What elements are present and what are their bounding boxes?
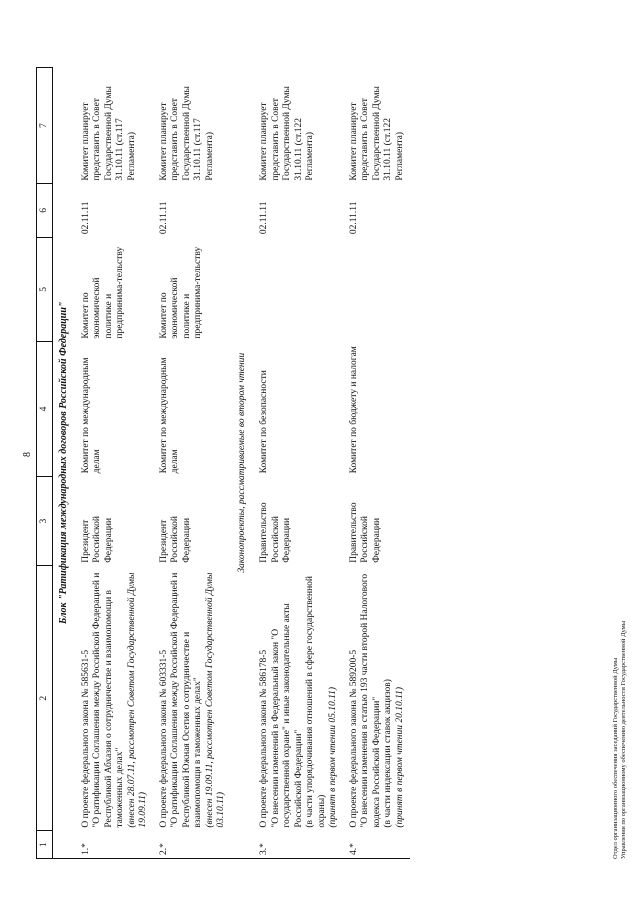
bill-title: О проекте федерального закона № 586178-5 <box>259 649 269 828</box>
bill-description <box>254 566 344 831</box>
table-row <box>254 68 344 859</box>
table-row <box>344 68 411 859</box>
bill-author: Президент Российской Федерации <box>158 515 192 563</box>
comment: Комитет планирует представить в Совет Государственной Думы 31.10.11 (ст.117 Регламента) <box>158 86 215 181</box>
responsible-committee: Комитет по международным делам <box>158 357 180 474</box>
bill-note: (внесен 28.07.11, рассмотрен Советом Государственной Думы 19.09.11) <box>126 572 148 828</box>
page-number: 8 <box>22 452 33 457</box>
subsection-title-row <box>232 68 255 859</box>
footer <box>612 621 628 859</box>
col-header-7: 7 <box>37 68 53 184</box>
responsible-committee: Комитет по безопасности <box>259 370 269 474</box>
co-committee <box>254 237 344 342</box>
col-header-5: 5 <box>37 237 53 342</box>
table-row <box>154 68 232 859</box>
col-header-6: 6 <box>37 184 53 237</box>
comment: Комитет планирует представить в Совет Государственной Думы 31.10.11 (ст.122 Регламента) <box>348 86 405 181</box>
bill-subject: "О ратификации Соглашения между Российской Федерацией и Республикой Южная Осетия о сотрудничестве и взаимопомощи в таможенных делах" <box>170 572 203 828</box>
block-title: Блок "Ратификация международных договоров Российской Федерации" <box>53 68 76 859</box>
bill-subject: "О ратификации Соглашения между Российской Федерацией и Республикой Абхазия о сотрудничестве и взаимопомощи в таможенных делах" <box>92 572 125 828</box>
comment: Комитет планирует представить в Совет Государственной Думы 31.10.11 (ст.117 Регламента) <box>80 86 137 181</box>
bill-note: (принят в первом чтении 20.10.11) <box>394 686 405 828</box>
bill-description <box>344 566 411 831</box>
col-header-3: 3 <box>37 476 53 565</box>
co-committee <box>344 237 411 342</box>
co-committee: Комитет по экономической политике и предпринима-тельству <box>80 246 125 339</box>
col-header-1: 1 <box>37 831 53 859</box>
bill-author: Правительство Российской Федерации <box>259 502 292 563</box>
bill-title: О проекте федерального закона № 603331-5 <box>158 649 169 828</box>
table-row <box>76 68 154 859</box>
col-header-4: 4 <box>37 342 53 477</box>
review-date: 02.11.11 <box>348 201 359 235</box>
row-number: 2.* <box>154 831 232 859</box>
bill-description <box>154 566 232 831</box>
review-date: 02.11.11 <box>80 201 91 235</box>
bill-subject: "О внесении изменения в статью 193 части второй Налогового кодекса Российской Федерации" <box>360 573 382 828</box>
comment: Комитет планирует представить в Совет Государственной Думы 31.10.11 (ст.122 Регламента) <box>259 86 315 181</box>
bill-note: (принят в первом чтении 05.10.11) <box>328 686 338 828</box>
co-committee: Комитет по экономической политике и предпринима-тельству <box>158 246 203 339</box>
header-row <box>37 68 53 859</box>
bill-scope: (в части индексации ставок акцизов) <box>383 679 393 828</box>
subsection-title: Законопроекты, рассматриваемые во втором чтении <box>232 68 255 859</box>
row-number: 4.* <box>344 831 411 859</box>
col-header-2: 2 <box>37 566 53 831</box>
bill-note: (внесен 19.09.11, рассмотрен Советом Государственной Думы 03.10.11) <box>204 572 226 828</box>
review-date: 02.11.11 <box>259 201 269 235</box>
responsible-committee: Комитет по международным делам <box>80 357 102 474</box>
agenda-table <box>36 67 410 859</box>
bill-title: О проекте федерального закона № 585631-5 <box>80 649 91 828</box>
block-title-row <box>53 68 76 859</box>
bill-description <box>76 566 154 831</box>
review-date: 02.11.11 <box>158 201 169 235</box>
row-number: 1.* <box>76 831 154 859</box>
row-number: 3.* <box>254 831 344 859</box>
responsible-committee: Комитет по бюджету и налогам <box>348 346 359 474</box>
bill-subject: "О внесении изменений в Федеральный закон "О государственной охране" и иные законодательные акты Российской Федерации" <box>270 603 304 828</box>
footer-line: Отдел организационного обеспечения заседаний Государственной Думы <box>612 657 619 859</box>
footer-line: Управления по организационному обеспечению деятельности Государственной Думы <box>620 620 627 859</box>
bill-author: Президент Российской Федерации <box>80 515 114 563</box>
bill-title: О проекте федерального закона № 589200-5 <box>348 649 359 828</box>
bill-author: Правительство Российской Федерации <box>348 502 382 563</box>
bill-scope: (в части упорядочивания отношений в сфере государственной охраны) <box>305 576 327 828</box>
